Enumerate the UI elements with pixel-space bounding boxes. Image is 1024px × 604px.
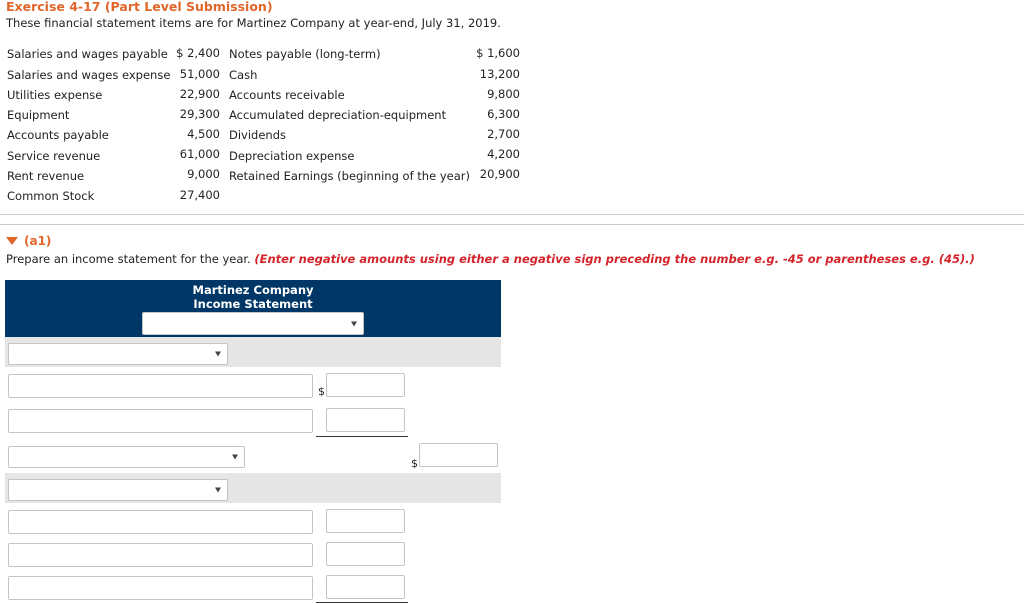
account-select[interactable] <box>8 374 313 398</box>
item-label: Accounts payable <box>7 128 109 142</box>
section-select-revenues[interactable] <box>8 343 228 365</box>
account-select[interactable] <box>8 510 313 534</box>
period-select[interactable] <box>142 312 364 335</box>
item-value: 61,000 <box>179 147 220 161</box>
amount-input[interactable] <box>326 509 405 533</box>
chevron-down-icon <box>232 455 238 460</box>
item-value: 13,200 <box>479 67 520 81</box>
item-value: 51,000 <box>179 67 220 81</box>
item-label: Depreciation expense <box>229 149 355 163</box>
exercise-intro: These financial statement items are for Martinez Company at year-end, July 31, 2019. <box>6 16 501 30</box>
item-value: $ 2,400 <box>176 46 220 60</box>
item-value: 2,700 <box>487 127 520 141</box>
company-name: Martinez Company <box>192 283 314 297</box>
item-value: 20,900 <box>479 167 520 181</box>
statement-name: Income Statement <box>193 297 313 311</box>
amount-input[interactable] <box>326 575 405 599</box>
total-underline <box>316 602 408 603</box>
section-divider <box>0 214 1024 215</box>
item-label: Equipment <box>7 108 70 122</box>
account-select[interactable] <box>8 576 313 600</box>
item-value: 27,400 <box>179 188 220 202</box>
part-instruction <box>6 252 975 266</box>
item-value: 29,300 <box>179 107 220 121</box>
item-label: Common Stock <box>7 189 95 203</box>
item-value: 9,800 <box>487 87 520 101</box>
item-label: Salaries and wages expense <box>7 68 171 82</box>
item-label: Rent revenue <box>7 169 85 183</box>
section-select-expenses[interactable] <box>8 479 228 501</box>
account-select[interactable] <box>8 409 313 433</box>
item-value: 22,900 <box>179 87 220 101</box>
collapse-triangle-icon[interactable] <box>6 237 18 245</box>
item-label: Retained Earnings (beginning of the year) <box>229 169 470 183</box>
amount-input[interactable] <box>326 408 405 432</box>
currency-symbol: $ <box>318 385 325 398</box>
chevron-down-icon <box>351 321 357 326</box>
item-value: 4,200 <box>487 147 520 161</box>
amount-input[interactable] <box>326 542 405 566</box>
instruction-note: (Enter negative amounts using either a negative sign preceding the number e.g. -45 or parentheses e.g. (45).) <box>254 252 975 266</box>
chevron-down-icon <box>215 488 221 493</box>
exercise-title: Exercise 4-17 (Part Level Submission) <box>6 0 273 14</box>
total-amount-input[interactable] <box>419 443 498 467</box>
item-label: Accumulated depreciation-equipment <box>229 108 447 122</box>
item-label: Service revenue <box>7 149 101 163</box>
item-value: 9,000 <box>187 167 220 181</box>
item-label: Salaries and wages payable <box>7 47 168 61</box>
item-label: Accounts receivable <box>229 88 345 102</box>
item-label: Cash <box>229 68 258 82</box>
amount-input[interactable] <box>326 373 405 397</box>
item-value: 6,300 <box>487 107 520 121</box>
chevron-down-icon <box>215 352 221 357</box>
item-value: $ 1,600 <box>476 46 520 60</box>
instruction-text: Prepare an income statement for the year. <box>6 252 251 266</box>
total-revenues-select[interactable] <box>8 446 245 468</box>
account-select[interactable] <box>8 543 313 567</box>
currency-symbol: $ <box>411 457 418 470</box>
item-value: 4,500 <box>187 127 220 141</box>
item-label: Dividends <box>229 128 287 142</box>
section-divider <box>0 224 1024 225</box>
part-label: (a1) <box>24 234 52 248</box>
item-label: Utilities expense <box>7 88 103 102</box>
total-underline <box>316 436 408 437</box>
item-label: Notes payable (long-term) <box>229 47 381 61</box>
